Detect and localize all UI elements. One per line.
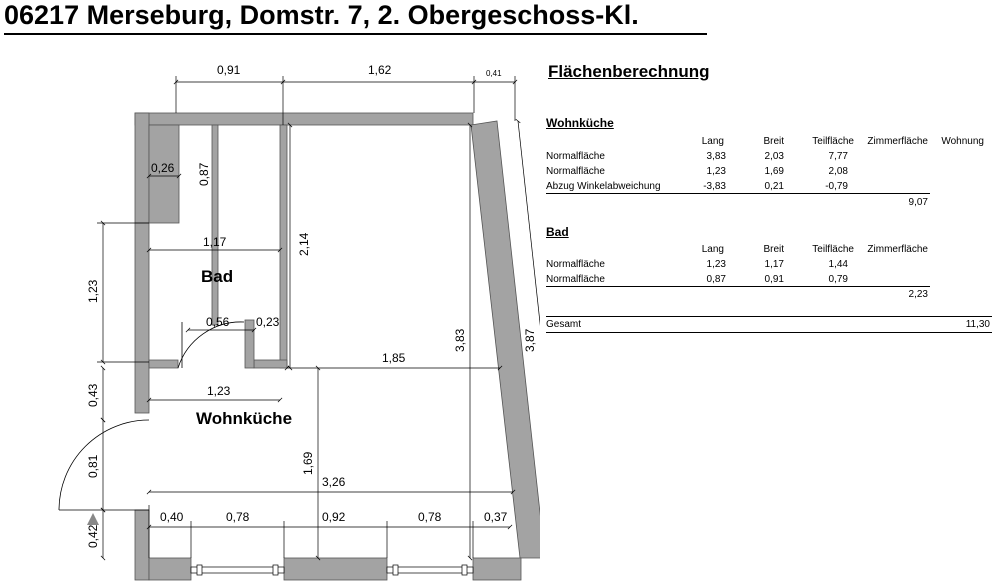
wall-door-jamb [245,320,254,368]
col-header-lang: Lang [701,136,724,147]
bad-row1-label: Normalfläche [546,259,605,270]
bad-row2-label: Normalfläche [546,274,605,285]
bad-row1-lang: 1,23 [706,259,726,270]
dim-left-081: 0,81 [86,454,100,478]
wk-row3-breit: 0,21 [764,181,784,192]
bad-row1-breit: 1,17 [764,259,784,270]
wk-total: 9,07 [908,197,928,208]
wk-row1-teil: 7,77 [828,151,848,162]
wall-top [135,113,473,125]
bad-col-header-teilflaeche: Teilfläche [812,244,854,255]
wk-row3-teil: -0,79 [825,181,848,192]
col-header-breit: Breit [763,136,784,147]
page-title: 06217 Merseburg, Domstr. 7, 2. Obergeschoss-Kl. [4,0,639,30]
bad-col-header-lang: Lang [701,244,724,255]
wall-bad-bottom-right [254,360,287,368]
wall-bottom-1 [149,558,191,580]
bad-row2-teil: 0,79 [828,274,848,285]
wk-row2-lang: 1,23 [706,166,726,177]
bad-col-header-breit: Breit [763,244,784,255]
dim-bad-width: 1,17 [203,235,227,249]
wk-row3-label: Abzug Winkelabweichung [546,181,661,192]
bad-row2-breit: 0,91 [764,274,784,285]
dim-top-left: 0,91 [217,63,241,77]
wk-row2-teil: 2,08 [828,166,848,177]
dim-b3: 0,92 [322,510,346,524]
wk-row1-label: Normalfläche [546,151,605,162]
dim-wk-width: 1,23 [207,384,231,398]
room-label-bad: Bad [201,267,234,286]
wk-row1-lang: 3,83 [706,151,726,162]
wall-left-lower [135,510,149,580]
section-title-wohnkueche: Wohnküche [546,116,614,130]
wall-inner [280,125,287,368]
wall-bad-bottom-left [149,360,178,368]
dim-wall-height: 2,14 [297,232,311,256]
north-arrow-icon [87,513,99,525]
gesamt-bottom-line [546,332,992,333]
gesamt-value: 11,30 [965,319,990,330]
dim-b5: 0,37 [484,510,508,524]
dim-hall-width: 1,85 [382,351,406,365]
room-label-wohnkueche: Wohnküche [196,409,293,428]
bad-row2-lang: 0,87 [706,274,726,285]
section-title-bad: Bad [546,225,569,239]
col-header-teilflaeche: Teilfläche [812,136,854,147]
bad-col-header-zimmerflaeche: Zimmerfläche [867,244,928,255]
gesamt-label: Gesamt [546,319,582,330]
wall-bottom-2 [284,558,387,580]
col-header-wohnung: Wohnung [941,136,984,147]
dim-top-right: 0,41 [486,69,502,78]
col-header-zimmerflaeche: Zimmerfläche [867,136,928,147]
bad-total: 2,23 [908,289,928,300]
dim-left-043: 0,43 [86,383,100,407]
wk-row2-label: Normalfläche [546,166,605,177]
dim-b2: 0,78 [226,510,250,524]
dim-niche-width: 0,26 [151,161,175,175]
calc-title: Flächenberechnung [548,62,710,81]
bad-row1-teil: 1,44 [828,259,848,270]
wall-left-mid [135,223,149,413]
dim-right-outer: 3,87 [523,328,537,352]
wall-left-upper [135,113,149,223]
dim-niche-height: 0,87 [197,162,211,186]
dim-door-bad: 0,56 [206,315,230,329]
bad-sum-line [546,286,930,287]
dim-top-mid: 1,62 [368,63,392,77]
wk-row1-breit: 2,03 [764,151,784,162]
wall-bad-divider [212,125,218,325]
dim-left-042: 0,42 [86,524,100,548]
wk-sum-line [546,193,930,194]
wk-row3-lang: -3,83 [703,181,726,192]
gesamt-line [546,316,992,317]
dim-bad-wall: 0,23 [256,315,280,329]
dim-right-inner: 3,83 [453,328,467,352]
wk-row2-breit: 1,69 [764,166,784,177]
dim-b1: 0,40 [160,510,184,524]
dim-inner-169: 1,69 [301,451,315,475]
dim-b4: 0,78 [418,510,442,524]
dim-bottom-width: 3,26 [322,475,346,489]
wall-bottom-3 [473,558,521,580]
dim-left-bad-height: 1,23 [86,279,100,303]
